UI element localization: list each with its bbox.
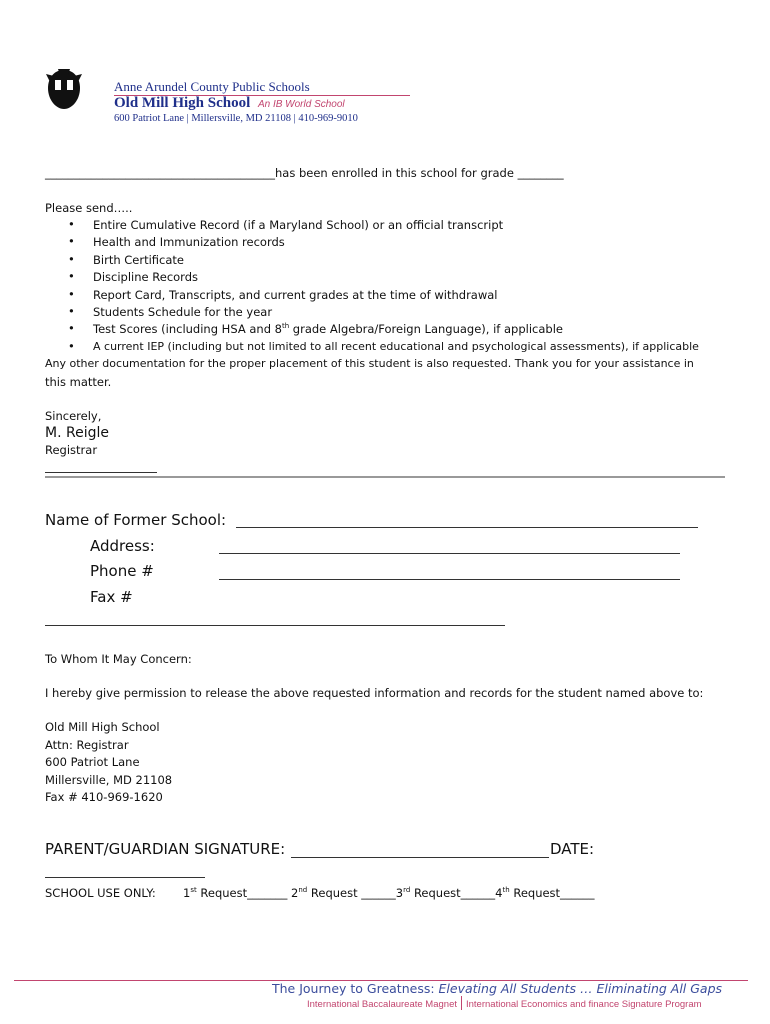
list-item: Birth Certificate	[93, 253, 185, 267]
student-name-blank[interactable]: ________________________________________	[45, 166, 275, 180]
recipient-attn: Attn: Registrar	[45, 738, 129, 752]
recipient-name: Old Mill High School	[45, 720, 160, 734]
list-item-text: Test Scores (including HSA and 8	[93, 322, 282, 336]
recipient-street: 600 Patriot Lane	[45, 755, 140, 769]
list-item: Entire Cumulative Record (if a Maryland School) or an official transcript	[93, 218, 504, 232]
to-whom: To Whom It May Concern:	[45, 652, 192, 666]
list-item-text-rest: grade Algebra/Foreign Language), if applicable	[289, 322, 563, 336]
journey-text: The Journey to Greatness:	[272, 981, 439, 996]
other-documentation-cont: this matter.	[45, 375, 112, 389]
bullet-icon: •	[68, 252, 75, 266]
school-address: 600 Patriot Lane | Millersville, MD 21108 | 410-969-9010	[114, 113, 358, 124]
school-name: Old Mill High School	[114, 95, 251, 111]
request-2[interactable]: 2nd Request ______	[287, 886, 396, 900]
separator-rule	[45, 476, 725, 478]
superscript: th	[281, 322, 290, 331]
ib-world-school: An IB World School	[257, 99, 345, 110]
other-documentation: Any other documentation for the proper placement of this student is also requested. Thank you for your assistance in	[45, 357, 694, 370]
list-item: Students Schedule for the year	[93, 305, 273, 319]
bullet-icon: •	[68, 234, 75, 248]
school-use-label: SCHOOL USE ONLY:	[45, 886, 156, 900]
school-name-row	[114, 95, 345, 112]
signature-program: International Economics and finance Signature Program	[466, 999, 702, 1010]
former-school-label: Name of Former School:	[45, 511, 227, 529]
footer-divider	[461, 996, 462, 1010]
fax-label: Fax #	[90, 588, 133, 606]
short-rule	[45, 472, 157, 473]
parent-signature-label: PARENT/GUARDIAN SIGNATURE:	[45, 840, 286, 858]
journey-tagline: Elevating All Students … Eliminating All Gaps	[438, 981, 723, 996]
school-logo	[44, 68, 84, 112]
bullet-icon: •	[68, 217, 75, 231]
please-send: Please send…..	[45, 201, 133, 215]
request-3[interactable]: 3rd Request______	[395, 886, 496, 900]
former-school-field[interactable]	[236, 527, 698, 528]
bullet-icon: •	[68, 269, 75, 283]
enrollment-line	[45, 166, 564, 180]
district-name: Anne Arundel County Public Schools	[114, 79, 310, 94]
phone-label: Phone #	[90, 562, 154, 580]
list-item: A current IEP (including but not limited to all recent educational and psychological assessments), if applicable	[93, 340, 699, 353]
footer-journey	[272, 981, 722, 996]
list-item	[93, 322, 563, 336]
enrollment-text: has been enrolled in this school for grade	[275, 166, 518, 180]
fax-field[interactable]	[45, 625, 505, 626]
ib-magnet: International Baccalaureate Magnet	[307, 999, 457, 1010]
bullet-icon: •	[68, 287, 75, 301]
request-4[interactable]: 4th Request______	[495, 886, 595, 900]
bullet-icon: •	[68, 339, 75, 353]
address-label: Address:	[90, 537, 155, 555]
list-item: Report Card, Transcripts, and current grades at the time of withdrawal	[93, 288, 498, 302]
list-item: Health and Immunization records	[93, 235, 285, 249]
list-item: Discipline Records	[93, 270, 198, 284]
signer-name: M. Reigle	[45, 425, 109, 441]
phone-field[interactable]	[219, 579, 680, 580]
request-1[interactable]: 1st Request_______	[183, 886, 288, 900]
parent-signature-field[interactable]	[291, 857, 549, 858]
recipient-fax: Fax # 410-969-1620	[45, 790, 163, 804]
recipient-city: Millersville, MD 21108	[45, 773, 173, 787]
permission-statement: I hereby give permission to release the above requested information and records for the student named above to:	[45, 686, 704, 700]
signer-title: Registrar	[45, 443, 98, 457]
date-label: DATE:	[550, 840, 595, 858]
school-use-only	[45, 886, 156, 900]
footer-programs	[307, 996, 702, 1010]
bullet-icon: •	[68, 304, 75, 318]
request-tracker	[183, 886, 595, 900]
address-field[interactable]	[219, 553, 680, 554]
date-field[interactable]	[45, 877, 205, 878]
bullet-icon: •	[68, 321, 75, 335]
sincerely: Sincerely,	[45, 409, 102, 423]
grade-blank[interactable]: ________	[517, 166, 564, 180]
